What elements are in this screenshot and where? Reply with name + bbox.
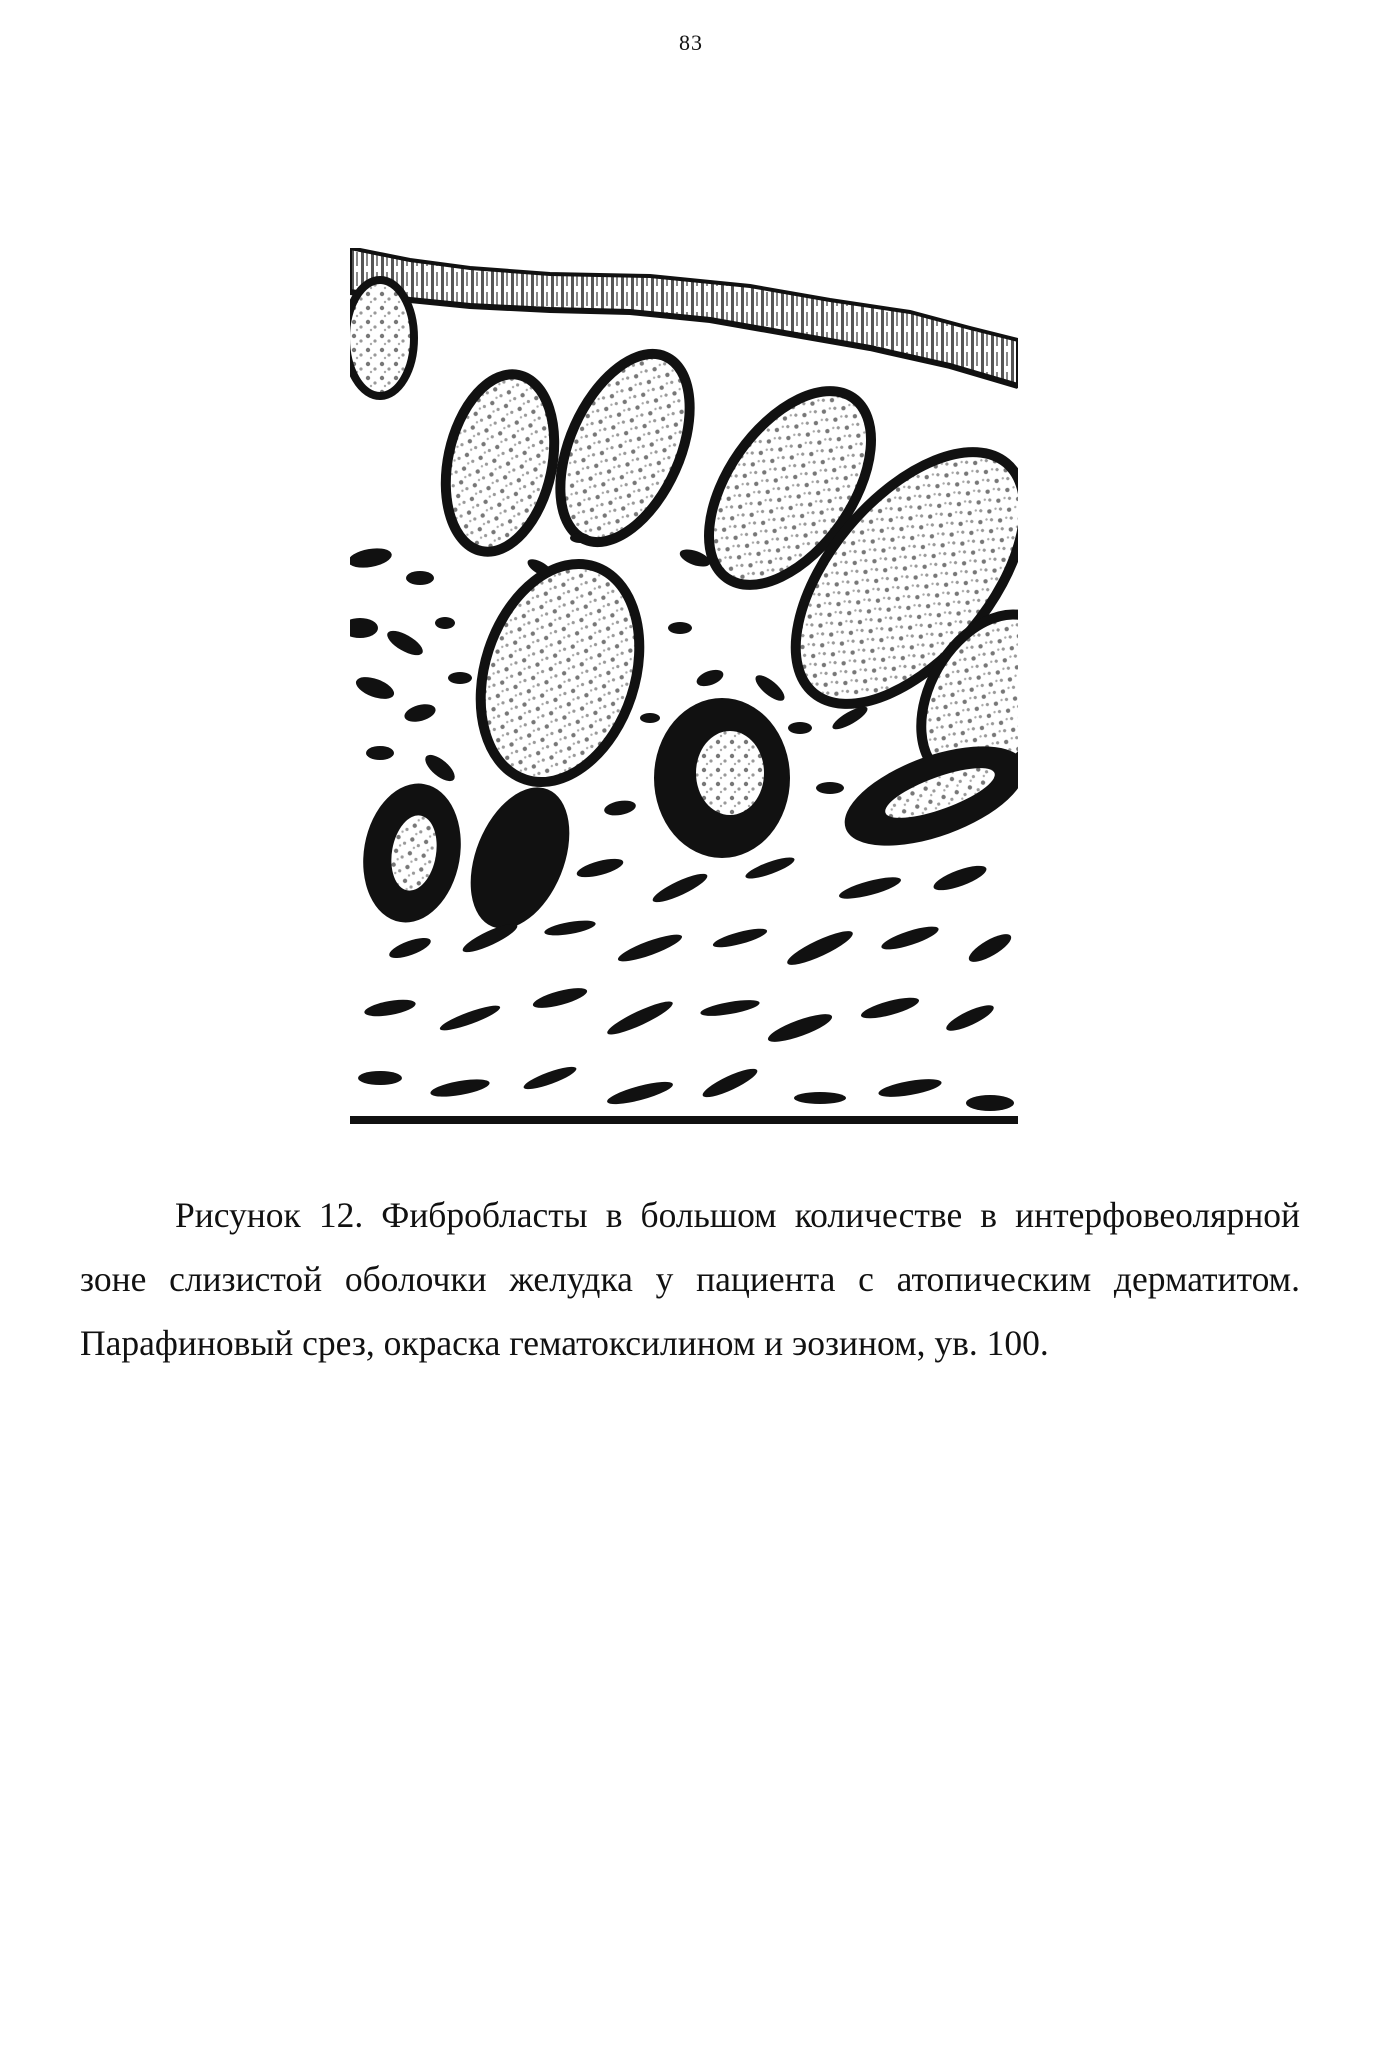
figure-caption xyxy=(80,1183,1300,1375)
caption-line-2: зоне слизистой оболочки желудка у пациента с атопическим дерматитом. xyxy=(80,1259,1300,1299)
page-number: 83 xyxy=(679,30,703,55)
caption-line-3: Парафиновый срез, окраска гематоксилином и эозином, ув. 100. xyxy=(80,1323,1049,1363)
micrograph-image xyxy=(350,248,1018,1130)
gland xyxy=(350,280,414,396)
histology-figure xyxy=(350,248,1018,1130)
caption-line-1: Рисунок 12. Фибробласты в большом количестве в интерфовеолярной xyxy=(175,1195,1300,1235)
